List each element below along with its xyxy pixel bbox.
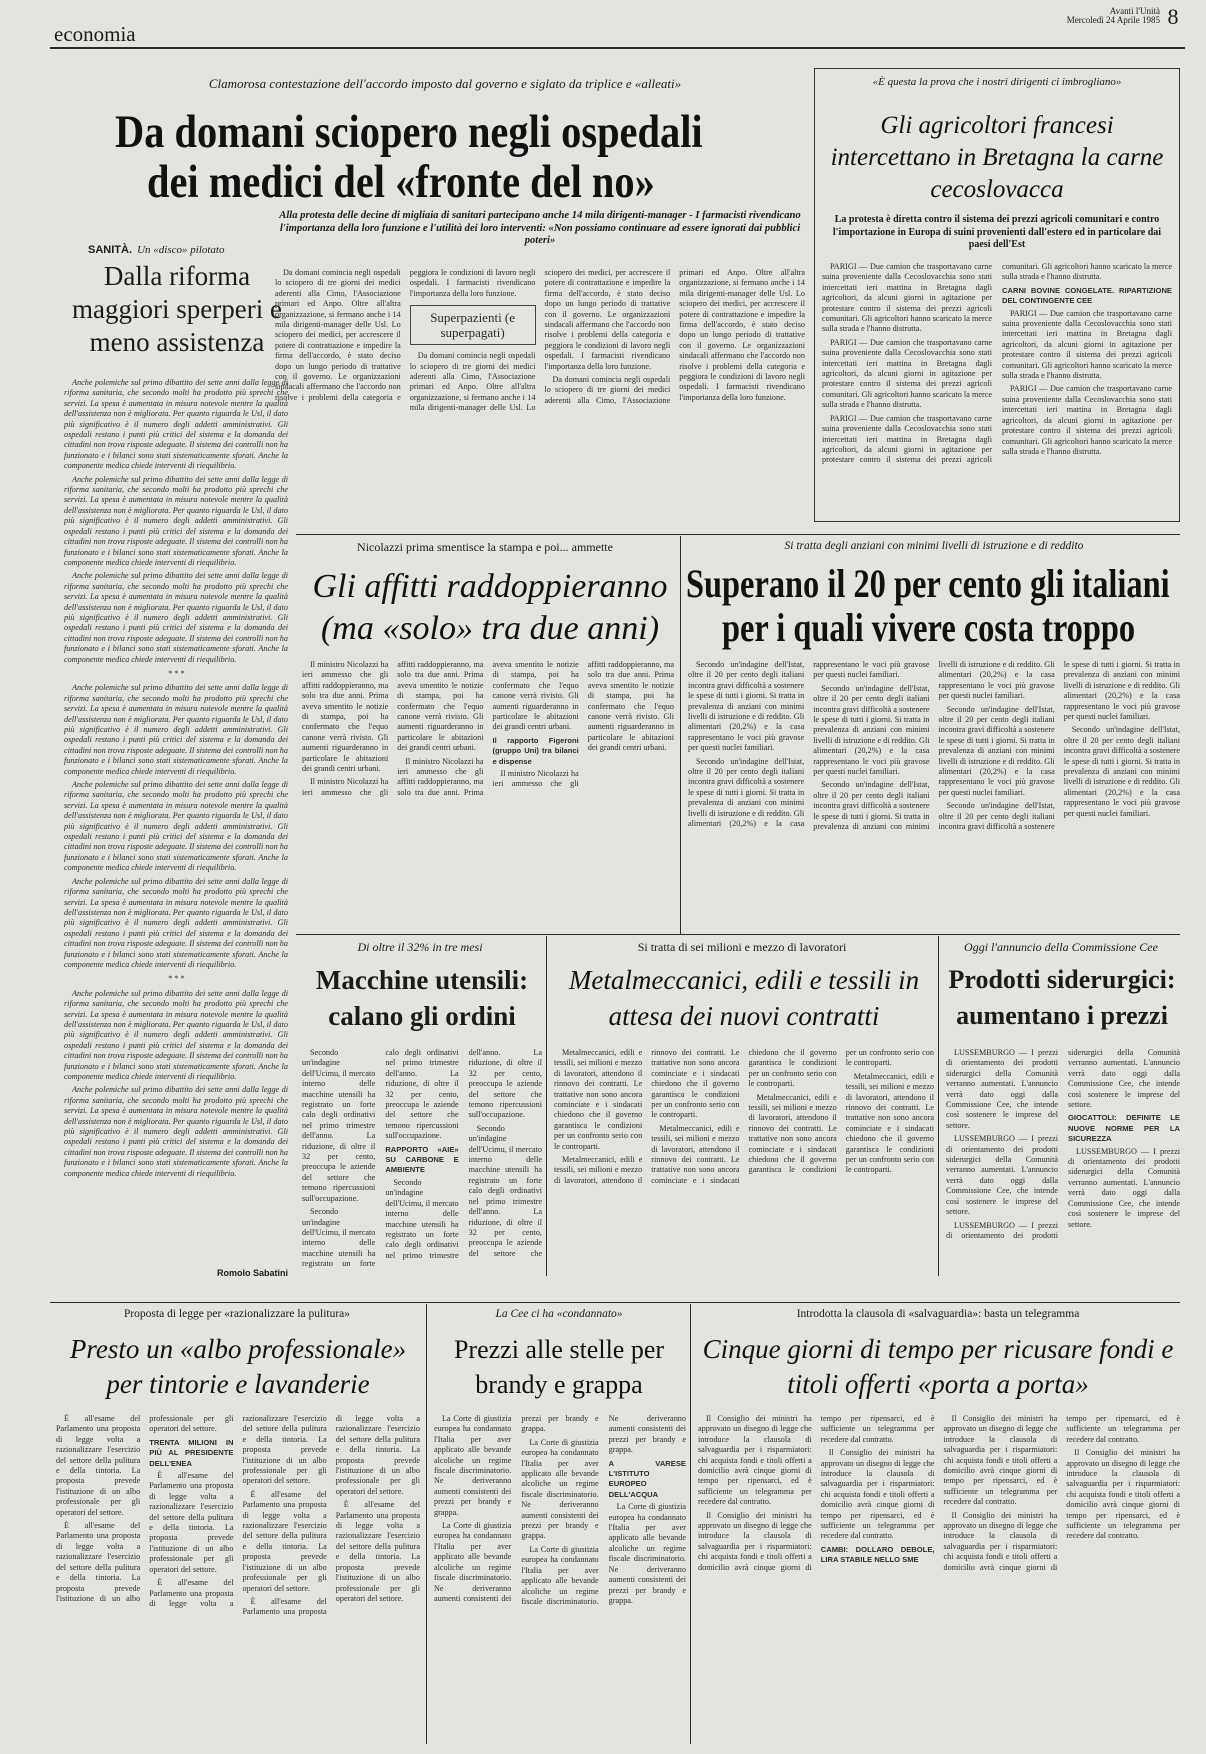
dry-headline: Presto un «albo professionale» per tintorie e lavanderie xyxy=(69,1334,407,1399)
main-headline-line1: Da domani sciopero negli ospedali xyxy=(115,106,703,158)
brandy-body: La Corte di giustizia europea ha condannato l'Italia per aver applicato alle bevande alcoliche un regime fiscale discriminatorio. Ne deriveranno aumenti consistenti dei prezzi per brandy e grappa. La Corte di giustizia europea ha condannato l'Italia per aver applicato alle bevande alcoliche un regime fiscale discriminatorio. Ne deriveranno aumenti consistenti dei prezzi per brandy e grappa. La Corte di giustizia europea ha condannato l'Italia per aver applicato alle bevande alcoliche un regime fiscale discriminatorio. Ne deriveranno aumenti consistenti dei prezzi per brandy e grappa. La Corte di giustizia europea ha condannato l'Italia per aver applicato alle bevande alcoliche un regime fiscale discriminatorio. Ne deriveranno aumenti consistenti dei prezzi per brandy e grappa. A VARESE L'ISTITUTO EUROPEO DELL'ACQUA La Corte di giustizia europea ha condannato l'Italia per aver applicato alle bevande alcoliche un regime fiscale discriminatorio. Ne deriveranno aumenti consistenti dei prezzi per brandy e grappa. xyxy=(434,1414,686,1606)
main-headline xyxy=(75,105,805,215)
rule-row3 xyxy=(296,934,1180,935)
rents-sub-head: Il rapporto Figeroni (gruppo Uni) tra bilanci e dispense xyxy=(492,735,579,766)
agri-sub-head: CARNI BOVINE CONGELATE. RIPARTIZIONE DEL CONTINGENTE CEE xyxy=(1002,285,1172,306)
machines-kicker: Di oltre il 32% in tre mesi xyxy=(357,940,483,954)
agri-body: PARIGI — Due camion che trasportavano carne suina proveniente dalla Cecoslovacchia sono stati intercettati ieri mattina in Bretagna dagli agricoltori, da alcuni giorni in agitazione per protestare contro il sistema dei prezzi agricoli comunitari. Gli agricoltori hanno scaricato la merce sulla strada e l'hanno distrutta. PARIGI — Due camion che trasportavano carne suina proveniente dalla Cecoslovacchia sono stati intercettati ieri mattina in Bretagna dagli agricoltori, da alcuni giorni in agitazione per protestare contro il sistema dei prezzi agricoli comunitari. Gli agricoltori hanno scaricato la merce sulla strada e l'hanno distrutta. PARIGI — Due camion che trasportavano carne suina proveniente dalla Cecoslovacchia sono stati intercettati ieri mattina in Bretagna dagli agricoltori, da alcuni giorni in agitazione per protestare contro il sistema dei prezzi agricoli comunitari. Gli agricoltori hanno scaricato la merce sulla strada e l'hanno distrutta. CARNI BOVINE CONGELATE. RIPARTIZIONE DEL CONTINGENTE CEE PARIGI — Due camion che trasportavano carne suina proveniente dalla Cecoslovacchia sono stati intercettati ieri mattina in Bretagna dagli agricoltori, da alcuni giorni in agitazione per protestare contro il sistema dei prezzi agricoli comunitari. Gli agricoltori hanno scaricato la merce sulla strada e l'hanno distrutta. PARIGI — Due camion che trasportavano carne suina proveniente dalla Cecoslovacchia sono stati intercettati ieri mattina in Bretagna dagli agricoltori, da alcuni giorni in agitazione per protestare contro il sistema dei prezzi agricoli comunitari. Gli agricoltori hanno scaricato la merce sulla strada e l'hanno distrutta. xyxy=(822,262,1172,465)
rule-row2 xyxy=(296,534,1180,535)
dry-kicker: Proposta di legge per «razionalizzare la pulitura» xyxy=(123,1308,351,1320)
masthead-rule xyxy=(50,47,1185,49)
door-headline: Cinque giorni di tempo per ricusare fondi e titoli offerti «porta a porta» xyxy=(702,1334,1174,1399)
main-deck: Alla protesta delle decine di migliaia di sanitari partecipano anche 14 mila dirigenti-manager - I farmacisti rivendicano l'importanza della loro funzione e l'utilità dei loro interventi: «Non possiamo continuare ad essere ignorati dai pubblici poteri» xyxy=(279,210,801,246)
cost-kicker: Si tratta degli anziani con minimi livelli di istruzione e di reddito xyxy=(784,540,1084,552)
door-body: Il Consiglio dei ministri ha approvato un disegno di legge che introduce la clausola di salvaguardia per i risparmiatori: chi acquista fondi e titoli offerti a domicilio avrà cinque giorni di tempo per ripensarci, ed è sufficiente un telegramma per recedere dal contratto. Il Consiglio dei ministri ha approvato un disegno di legge che introduce la clausola di salvaguardia per i risparmiatori: chi acquista fondi e titoli offerti a domicilio avrà cinque giorni di tempo per ripensarci, ed è sufficiente un telegramma per recedere dal contratto. Il Consiglio dei ministri ha approvato un disegno di legge che introduce la clausola di salvaguardia per i risparmiatori: chi acquista fondi e titoli offerti a domicilio avrà cinque giorni di tempo per ripensarci, ed è sufficiente un telegramma per recedere dal contratto. CAMBI: DOLLARO DEBOLE, LIRA STABILE NELLO SME Il Consiglio dei ministri ha approvato un disegno di legge che introduce la clausola di salvaguardia per i risparmiatori: chi acquista fondi e titoli offerti a domicilio avrà cinque giorni di tempo per ripensarci, ed è sufficiente un telegramma per recedere dal contratto. Il Consiglio dei ministri ha approvato un disegno di legge che introduce la clausola di salvaguardia per i risparmiatori: chi acquista fondi e titoli offerti a domicilio avrà cinque giorni di tempo per ripensarci, ed è sufficiente un telegramma per recedere dal contratto. Il Consiglio dei ministri ha approvato un disegno di legge che introduce la clausola di salvaguardia per i risparmiatori: chi acquista fondi e titoli offerti a domicilio avrà cinque giorni di tempo per ripensarci, ed è sufficiente un telegramma per recedere dal contratto. xyxy=(698,1414,1180,1572)
left-col-author: Romolo Sabatini xyxy=(216,1268,288,1278)
issue-date: Mercoledì 24 Aprile 1985 xyxy=(1066,15,1160,25)
brandy-sub-head: A VARESE L'ISTITUTO EUROPEO DELL'ACQUA xyxy=(608,1458,686,1499)
brandy-headline: Prezzi alle stelle per brandy e grappa xyxy=(453,1335,665,1399)
rule-metal-steel xyxy=(938,936,939,1276)
left-col-label xyxy=(88,238,288,256)
metal-kicker: Si tratta di sei milioni e mezzo di lavoratori xyxy=(637,940,847,954)
agri-deck: La protesta è diretta contro il sistema dei prezzi agricoli comunitari e contro l'importazione in Europa di suini provenienti dall'estero ed in particolare dai paesi dell'Est xyxy=(832,214,1162,250)
cost-headline-line1: Superano il 20 per cento gli italiani xyxy=(686,562,1170,606)
machines-body: Secondo un'indagine dell'Ucimu, il mercato interno delle macchine utensili ha registrato un forte calo degli ordinativi nel primo trimestre dell'anno. La riduzione, di oltre il 32 per cento, preoccupa le aziende del settore che temono ripercussioni sull'occupazione. Secondo un'indagine dell'Ucimu, il mercato interno delle macchine utensili ha registrato un forte calo degli ordinativi nel primo trimestre dell'anno. La riduzione, di oltre il 32 per cento, preoccupa le aziende del settore che temono ripercussioni sull'occupazione. RAPPORTO «AIE» SU CARBONE E AMBIENTE Secondo un'indagine dell'Ucimu, il mercato interno delle macchine utensili ha registrato un forte calo degli ordinativi nel primo trimestre dell'anno. La riduzione, di oltre il 32 per cento, preoccupa le aziende del settore che temono ripercussioni sull'occupazione. Secondo un'indagine dell'Ucimu, il mercato interno delle macchine utensili ha registrato un forte calo degli ordinativi nel primo trimestre dell'anno. La riduzione, di oltre il 32 per cento, preoccupa le aziende del settore che xyxy=(302,1048,542,1269)
rents-kicker: Nicolazzi prima smentisce la stampa e poi... ammette xyxy=(357,540,613,554)
main-body: Da domani comincia negli ospedali lo sciopero di tre giorni dei medici aderenti alla Cimo, l'Associazione primari ed Anpo. Oltre all'altra organizzazione, si fermano anche i 14 mila dirigenti-manager delle Usl. Lo sciopero dei medici, per accrescere il potere di contrattazione e impedire la firma dell'accordo, è stato deciso dopo un lungo periodo di trattative con il governo. Le organizzazioni sindacali affermano che l'accordo non risolve i problemi della categoria e peggiora le condizioni di lavoro negli ospedali. I farmacisti rivendicano l'importanza della loro funzione. Superpazienti (e superpagati) Da domani comincia negli ospedali lo sciopero di tre giorni dei medici aderenti alla Cimo, l'Associazione primari ed Anpo. Oltre all'altra organizzazione, si fermano anche i 14 mila dirigenti-manager delle Usl. Lo sciopero dei medici, per accrescere il potere di contrattazione e impedire la firma dell'accordo, è stato deciso dopo un lungo periodo di trattative con il governo. Le organizzazioni sindacali affermano che l'accordo non risolve i problemi della categoria e peggiora le condizioni di lavoro negli ospedali. I farmacisti rivendicano l'importanza della loro funzione. Da domani comincia negli ospedali lo sciopero di tre giorni dei medici aderenti alla Cimo, l'Associazione primari ed Anpo. Oltre all'altra organizzazione, si fermano anche i 14 mila dirigenti-manager delle Usl. Lo sciopero dei medici, per accrescere il potere di contrattazione e impedire la firma dell'accordo, è stato deciso dopo un lungo periodo di trattative con il governo. Le organizzazioni sindacali affermano che l'accordo non risolve i problemi della categoria e peggiora le condizioni di lavoro negli ospedali. I farmacisti rivendicano l'importanza della loro funzione. xyxy=(275,268,805,413)
dry-body: È all'esame del Parlamento una proposta di legge volta a razionalizzare l'esercizio del settore della pulitura e della tintoria. La proposta prevede l'istituzione di un albo professionale per gli operatori del settore. È all'esame del Parlamento una proposta di legge volta a razionalizzare l'esercizio del settore della pulitura e della tintoria. La proposta prevede l'istituzione di un albo professionale per gli operatori del settore. TRENTA MILIONI IN PIÙ AL PRESIDENTE DELL'ENEA È all'esame del Parlamento una proposta di legge volta a razionalizzare l'esercizio del settore della pulitura e della tintoria. La proposta prevede l'istituzione di un albo professionale per gli operatori del settore. È all'esame del Parlamento una proposta di legge volta a razionalizzare l'esercizio del settore della pulitura e della tintoria. La proposta prevede l'istituzione di un albo professionale per gli operatori del settore. È all'esame del Parlamento una proposta di legge volta a razionalizzare l'esercizio del settore della pulitura e della tintoria. La proposta prevede l'istituzione di un albo professionale per gli operatori del settore. È all'esame del Parlamento una proposta di legge volta a razionalizzare l'esercizio del settore della pulitura e della tintoria. La proposta prevede l'istituzione di un albo professionale per gli operatori del settore. È all'esame del Parlamento una proposta di legge volta a razionalizzare l'esercizio del settore della pulitura e della tintoria. La proposta prevede l'istituzione di un albo professionale per gli operatori del settore. xyxy=(56,1414,420,1617)
door-sub-head: CAMBI: DOLLARO DEBOLE, LIRA STABILE NELLO SME xyxy=(820,1544,935,1565)
machines-headline: Macchine utensili: calano gli ordini xyxy=(315,965,529,1031)
steel-kicker: Oggi l'annuncio della Commissione Cee xyxy=(964,940,1158,954)
door-kicker: Introdotta la clausola di «salvaguardia»: basta un telegramma xyxy=(796,1308,1080,1320)
cost-headline xyxy=(684,562,1184,654)
page-number: 8 xyxy=(1167,4,1179,29)
newspaper-name: Avanti l'Unità xyxy=(1109,6,1160,16)
cost-headline-line2: per i quali vivere costa troppo xyxy=(722,605,1136,650)
metal-headline: Metalmeccanici, edili e tessili in attesa dei nuovi contratti xyxy=(568,965,920,1031)
rule-dry-brandy xyxy=(426,1304,427,1744)
rents-body: Il ministro Nicolazzi ha ieri ammesso che gli affitti raddoppieranno, ma solo tra due anni. Prima aveva smentito le notizie di stampa, poi ha confermato che l'equo canone verrà rivisto. Gli aumenti riguarderanno in particolare le abitazioni dei grandi centri urbani. Il ministro Nicolazzi ha ieri ammesso che gli affitti raddoppieranno, ma solo tra due anni. Prima aveva smentito le notizie di stampa, poi ha confermato che l'equo canone verrà rivisto. Gli aumenti riguarderanno in particolare le abitazioni dei grandi centri urbani. Il ministro Nicolazzi ha ieri ammesso che gli affitti raddoppieranno, ma solo tra due anni. Prima aveva smentito le notizie di stampa, poi ha confermato che l'equo canone verrà rivisto. Gli aumenti riguarderanno in particolare le abitazioni dei grandi centri urbani. Il rapporto Figeroni (gruppo Uni) tra bilanci e dispense Il ministro Nicolazzi ha ieri ammesso che gli affitti raddoppieranno, ma solo tra due anni. Prima aveva smentito le notizie di stampa, poi ha confermato che l'equo canone verrà rivisto. Gli aumenti riguarderanno in particolare le abitazioni dei grandi centri urbani. xyxy=(302,660,674,797)
main-kicker: Clamorosa contestazione dell'accordo imposto dal governo e siglato da triplice e «alleati» xyxy=(208,76,682,91)
dry-sub-head: TRENTA MILIONI IN PIÙ AL PRESIDENTE DELL'ENEA xyxy=(149,1437,234,1468)
steel-sub-head: GIOCATTOLI: DEFINITE LE NUOVE NORME PER LA SICUREZZA xyxy=(1068,1113,1180,1144)
rule-rents-cost xyxy=(680,536,681,934)
main-box-title: Superpazienti (e superpagati) xyxy=(430,310,516,341)
machines-sub-head: RAPPORTO «AIE» SU CARBONE E AMBIENTE xyxy=(385,1144,459,1175)
main-headline-line2: dei medici del «fronte del no» xyxy=(147,156,655,208)
brandy-kicker: La Cee ci ha «condannato» xyxy=(495,1308,623,1320)
rule-machines-metal xyxy=(546,936,547,1276)
cost-body: Secondo un'indagine dell'Istat, oltre il 20 per cento degli italiani incontra gravi difficoltà a sostenere le spese di tutti i giorni. Si tratta in prevalenza di anziani con minimi livelli di istruzione e di reddito. Gli alimentari (20,2%) e la casa rappresentano le voci più gravose per questi nuclei familiari. Secondo un'indagine dell'Istat, oltre il 20 per cento degli italiani incontra gravi difficoltà a sostenere le spese di tutti i giorni. Si tratta in prevalenza di anziani con minimi livelli di istruzione e di reddito. Gli alimentari (20,2%) e la casa rappresentano le voci più gravose per questi nuclei familiari. Secondo un'indagine dell'Istat, oltre il 20 per cento degli italiani incontra gravi difficoltà a sostenere le spese di tutti i giorni. Si tratta in prevalenza di anziani con minimi livelli di istruzione e di reddito. Gli alimentari (20,2%) e la casa rappresentano le voci più gravose per questi nuclei familiari. Secondo un'indagine dell'Istat, oltre il 20 per cento degli italiani incontra gravi difficoltà a sostenere le spese di tutti i giorni. Si tratta in prevalenza di anziani con minimi livelli di istruzione e di reddito. Gli alimentari (20,2%) e la casa rappresentano le voci più gravose per questi nuclei familiari. Secondo un'indagine dell'Istat, oltre il 20 per cento degli italiani incontra gravi difficoltà a sostenere le spese di tutti i giorni. Si tratta in prevalenza di anziani con minimi livelli di istruzione e di reddito. Gli alimentari (20,2%) e la casa rappresentano le voci più gravose per questi nuclei familiari. Secondo un'indagine dell'Istat, oltre il 20 per cento degli italiani incontra gravi difficoltà a sostenere le spese di tutti i giorni. Si tratta in prevalenza di anziani con minimi livelli di istruzione e di reddito. Gli alimentari (20,2%) e la casa rappresentano le voci più gravose per questi nuclei familiari. Secondo un'indagine dell'Istat, oltre il 20 per cento degli italiani incontra gravi difficoltà a sostenere le spese di tutti i giorni. Si tratta in prevalenza di anziani con minimi livelli di istruzione e di reddito. Gli alimentari (20,2%) e la casa rappresentano le voci più gravose per questi nuclei familiari. xyxy=(688,660,1180,832)
agri-headline: Gli agricoltori francesi intercettano in Bretagna la carne cecoslovacca xyxy=(830,112,1164,203)
agri-kicker: «È questa la prova che i nostri dirigenti ci imbrogliano» xyxy=(872,76,1122,88)
left-col-body: Anche polemiche sul primo dibattito dei sette anni dalla legge di riforma sanitaria, che secondo molti ha prodotto più sprechi che servizi. La spesa è aumentata in misura notevole mentre la qualità dell'assistenza non è migliorata. Per quanto riguarda le Usl, il dato più significativo è il numero degli addetti amministrativi. Gli ospedali restano i punti più critici del sistema e la domanda dei cittadini non trova risposte adeguate. Il sistema dei controlli non ha funzionato e i bilanci sono stati sistematicamente sforati. Anche la componente medica chiede interventi di riequilibrio. Anche polemiche sul primo dibattito dei sette anni dalla legge di riforma sanitaria, che secondo molti ha prodotto più sprechi che servizi. La spesa è aumentata in misura notevole mentre la qualità dell'assistenza non è migliorata. Per quanto riguarda le Usl, il dato più significativo è il numero degli addetti amministrativi. Gli ospedali restano i punti più critici del sistema e la domanda dei cittadini non trova risposte adeguate. Il sistema dei controlli non ha funzionato e i bilanci sono stati sistematicamente sforati. Anche la componente medica chiede interventi di riequilibrio. Anche polemiche sul primo dibattito dei sette anni dalla legge di riforma sanitaria, che secondo molti ha prodotto più sprechi che servizi. La spesa è aumentata in misura notevole mentre la qualità dell'assistenza non è migliorata. Per quanto riguarda le Usl, il dato più significativo è il numero degli addetti amministrativi. Gli ospedali restano i punti più critici del sistema e la domanda dei cittadini non trova risposte adeguate. Il sistema dei controlli non ha funzionato e i bilanci sono stati sistematicamente sforati. Anche la componente medica chiede interventi di riequilibrio. * * * Anche polemiche sul primo dibattito dei sette anni dalla legge di riforma sanitaria, che secondo molti ha prodotto più sprechi che servizi. La spesa è aumentata in misura notevole mentre la qualità dell'assistenza non è migliorata. Per quanto riguarda le Usl, il dato più significativo è il numero degli addetti amministrativi. Gli ospedali restano i punti più critici del sistema e la domanda dei cittadini non trova risposte adeguate. Il sistema dei controlli non ha funzionato e i bilanci sono stati sistematicamente sforati. Anche la componente medica chiede interventi di riequilibrio. Anche polemiche sul primo dibattito dei sette anni dalla legge di riforma sanitaria, che secondo molti ha prodotto più sprechi che servizi. La spesa è aumentata in misura notevole mentre la qualità dell'assistenza non è migliorata. Per quanto riguarda le Usl, il dato più significativo è il numero degli addetti amministrativi. Gli ospedali restano i punti più critici del sistema e la domanda dei cittadini non trova risposte adeguate. Il sistema dei controlli non ha funzionato e i bilanci sono stati sistematicamente sforati. Anche la componente medica chiede interventi di riequilibrio. Anche polemiche sul primo dibattito dei sette anni dalla legge di riforma sanitaria, che secondo molti ha prodotto più sprechi che servizi. La spesa è aumentata in misura notevole mentre la qualità dell'assistenza non è migliorata. Per quanto riguarda le Usl, il dato più significativo è il numero degli addetti amministrativi. Gli ospedali restano i punti più critici del sistema e la domanda dei cittadini non trova risposte adeguate. Il sistema dei controlli non ha funzionato e i bilanci sono stati sistematicamente sforati. Anche la componente medica chiede interventi di riequilibrio. * * * Anche polemiche sul primo dibattito dei sette anni dalla legge di riforma sanitaria, che secondo molti ha prodotto più sprechi che servizi. La spesa è aumentata in misura notevole mentre la qualità dell'assistenza non è migliorata. Per quanto riguarda le Usl, il dato più significativo è il numero degli addetti amministrativi. Gli ospedali restano i punti più critici del sistema e la domanda dei cittadini non trova risposte adeguate. Il sistema dei controlli non ha funzionato e i bilanci sono stati sistematicamente sforati. Anche la componente medica chiede interventi di riequilibrio. Anche polemiche sul primo dibattito dei sette anni dalla legge di riforma sanitaria, che secondo molti ha prodotto più sprechi che servizi. La spesa è aumentata in misura notevole mentre la qualità dell'assistenza non è migliorata. Per quanto riguarda le Usl, il dato più significativo è il numero degli addetti amministrativi. Gli ospedali restano i punti più critici del sistema e la domanda dei cittadini non trova risposte adeguate. Il sistema dei controlli non ha funzionato e i bilanci sono stati sistematicamente sforati. Anche la componente medica chiede interventi di riequilibrio. xyxy=(64,378,288,1178)
left-col-label-text: SANITÀ. xyxy=(88,244,132,256)
left-col-label-sub: Un «disco» pilotato xyxy=(137,244,225,256)
rule-brandy-door xyxy=(690,1304,691,1744)
section-label: economia xyxy=(54,22,136,46)
left-col-title: Dalla riforma maggiori sperperi e meno assistenza xyxy=(72,261,282,357)
rents-headline: Gli affitti raddoppieranno (ma «solo» tra due anni) xyxy=(312,568,668,647)
metal-body: Metalmeccanici, edili e tessili, sei milioni e mezzo di lavoratori, attendono il rinnovo dei contratti. Le trattative non sono ancora cominciate e i sindacati chiedono che il governo garantisca le condizioni per un confronto serio con le controparti. Metalmeccanici, edili e tessili, sei milioni e mezzo di lavoratori, attendono il rinnovo dei contratti. Le trattative non sono ancora cominciate e i sindacati chiedono che il governo garantisca le condizioni per un confronto serio con le controparti. Metalmeccanici, edili e tessili, sei milioni e mezzo di lavoratori, attendono il rinnovo dei contratti. Le trattative non sono ancora cominciate e i sindacati chiedono che il governo garantisca le condizioni per un confronto serio con le controparti. Metalmeccanici, edili e tessili, sei milioni e mezzo di lavoratori, attendono il rinnovo dei contratti. Le trattative non sono ancora cominciate e i sindacati chiedono che il governo garantisca le condizioni per un confronto serio con le controparti. Metalmeccanici, edili e tessili, sei milioni e mezzo di lavoratori, attendono il rinnovo dei contratti. Le trattative non sono ancora cominciate e i sindacati chiedono che il governo garantisca le condizioni per un confronto serio con le controparti. xyxy=(554,1048,934,1185)
steel-headline: Prodotti siderurgici: aumentano i prezzi xyxy=(948,965,1176,1030)
rule-row4 xyxy=(50,1302,1180,1303)
steel-body: LUSSEMBURGO — I prezzi di orientamento dei prodotti siderurgici della Comunità verranno aumentati. L'annuncio verrà dato oggi dalla Commissione Cee, che intende così sostenere le imprese del settore. LUSSEMBURGO — I prezzi di orientamento dei prodotti siderurgici della Comunità verranno aumentati. L'annuncio verrà dato oggi dalla Commissione Cee, che intende così sostenere le imprese del settore. LUSSEMBURGO — I prezzi di orientamento dei prodotti siderurgici della Comunità verranno aumentati. L'annuncio verrà dato oggi dalla Commissione Cee, che intende così sostenere le imprese del settore. GIOCATTOLI: DEFINITE LE NUOVE NORME PER LA SICUREZZA LUSSEMBURGO — I prezzi di orientamento dei prodotti siderurgici della Comunità verranno aumentati. L'annuncio verrà dato oggi dalla Commissione Cee, che intende così sostenere le imprese del settore. xyxy=(946,1048,1180,1240)
